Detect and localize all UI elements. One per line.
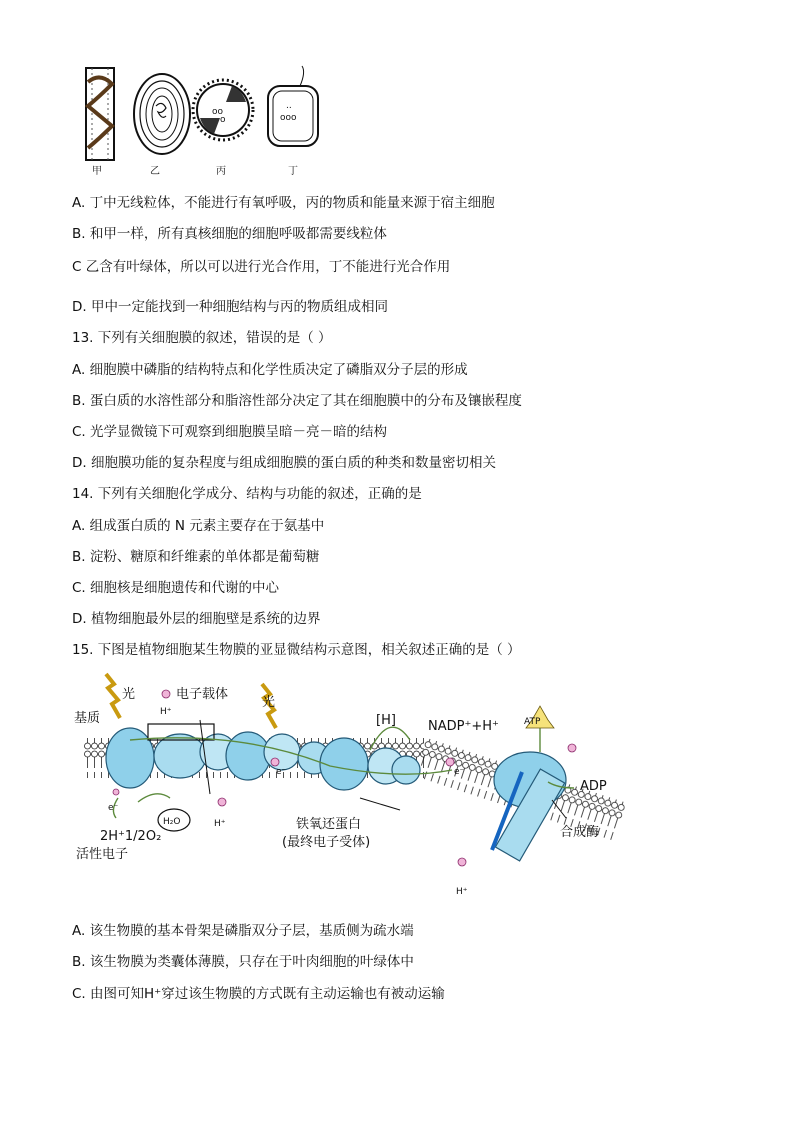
svg-text:ooo: ooo bbox=[280, 113, 297, 123]
q14-option-d: D. 植物细胞最外层的细胞壁是系统的边界 bbox=[72, 611, 321, 627]
cell-jia-drawing bbox=[86, 68, 114, 160]
q13-option-b: B. 蛋白质的水溶性部分和脂溶性部分决定了其在细胞膜中的分布及镶嵌程度 bbox=[72, 393, 522, 409]
label-h-bottom: H⁺ bbox=[456, 887, 468, 897]
label-synthase: 合成酶 bbox=[560, 825, 600, 840]
q13-option-a: A. 细胞膜中磷脂的结构特点和化学性质决定了磷脂双分子层的形成 bbox=[72, 362, 468, 378]
q15-option-b: B. 该生物膜为类囊体薄膜，只存在于叶肉细胞的叶绿体中 bbox=[72, 954, 414, 970]
label-light-right: 光 bbox=[262, 695, 276, 710]
svg-text:..: .. bbox=[286, 101, 292, 111]
svg-text:o: o bbox=[220, 115, 226, 125]
label-electron-carrier: 电子载体 bbox=[176, 687, 229, 702]
label-electron-1: e⁻ bbox=[108, 803, 119, 813]
q12-option-b: B. 和甲一样，所有真核细胞的细胞呼吸都需要线粒体 bbox=[72, 226, 387, 242]
label-light-left: 光 bbox=[122, 687, 136, 702]
label-h-mid: H⁺ bbox=[214, 819, 226, 829]
label-electron-2: e⁻ bbox=[276, 767, 287, 777]
q13-option-d: D. 细胞膜功能的复杂程度与组成细胞膜的蛋白质的种类和数量密切相关 bbox=[72, 455, 496, 471]
q14-option-b: B. 淀粉、糖原和纤维素的单体都是葡萄糖 bbox=[72, 549, 320, 565]
q14-option-a: A. 组成蛋白质的 N 元素主要存在于氨基中 bbox=[72, 518, 325, 534]
label-stroma: 基质 bbox=[74, 711, 101, 726]
label-h-top: H⁺ bbox=[160, 707, 172, 717]
label-nadp: NADP⁺+H⁺ bbox=[428, 719, 499, 734]
svg-text:oo: oo bbox=[212, 107, 224, 117]
figure1-label-yi: 乙 bbox=[150, 166, 160, 177]
q13-option-c: C. 光学显微镜下可观察到细胞膜呈暗－亮－暗的结构 bbox=[72, 424, 388, 440]
label-final-acceptor: (最终电子受体) bbox=[282, 835, 371, 850]
cell-yi-drawing bbox=[134, 74, 190, 154]
q13-stem: 13. 下列有关细胞膜的叙述，错误的是（ ） bbox=[72, 330, 332, 346]
figure1-label-ding: 丁 bbox=[288, 166, 298, 177]
figure1-label-jia: 甲 bbox=[92, 166, 102, 177]
q14-option-c: C. 细胞核是细胞遗传和代谢的中心 bbox=[72, 580, 280, 596]
cell-ding-drawing bbox=[268, 66, 318, 146]
figure1-label-bing: 丙 bbox=[216, 166, 226, 177]
photosystem-complexes bbox=[106, 728, 420, 790]
q12-option-d: D. 甲中一定能找到一种细胞结构与丙的物质组成相同 bbox=[72, 299, 388, 315]
label-adp: ADP bbox=[580, 779, 607, 794]
q12-option-a: A. 丁中无线粒体，不能进行有氧呼吸，丙的物质和能量来源于宿主细胞 bbox=[72, 195, 495, 211]
label-h2o: H₂O bbox=[163, 817, 181, 827]
cell-bing-drawing bbox=[193, 80, 253, 140]
q14-stem: 14. 下列有关细胞化学成分、结构与功能的叙述，正确的是 bbox=[72, 486, 422, 502]
cell-types-figure bbox=[80, 62, 340, 180]
label-atp: ATP bbox=[524, 717, 541, 727]
thylakoid-membrane-figure bbox=[70, 670, 630, 906]
label-electron-3: e⁻ bbox=[454, 767, 465, 777]
q15-option-a: A. 该生物膜的基本骨架是磷脂双分子层，基质侧为疏水端 bbox=[72, 923, 414, 939]
label-ferredoxin: 铁氧还蛋白 bbox=[296, 817, 362, 832]
q12-option-c: C 乙含有叶绿体，所以可以进行光合作用，丁不能进行光合作用 bbox=[72, 259, 451, 275]
light-arrow-icon bbox=[106, 674, 120, 718]
label-active-electron: 活性电子 bbox=[76, 847, 129, 862]
label-water-split: 2H⁺1/2O₂ bbox=[100, 829, 162, 844]
q15-option-c: C. 由图可知H⁺穿过该生物膜的方式既有主动运输也有被动运输 bbox=[72, 986, 445, 1002]
label-h-bracket: [H] bbox=[376, 713, 396, 728]
q15-stem: 15. 下图是植物细胞某生物膜的亚显微结构示意图，相关叙述正确的是（ ） bbox=[72, 642, 521, 658]
